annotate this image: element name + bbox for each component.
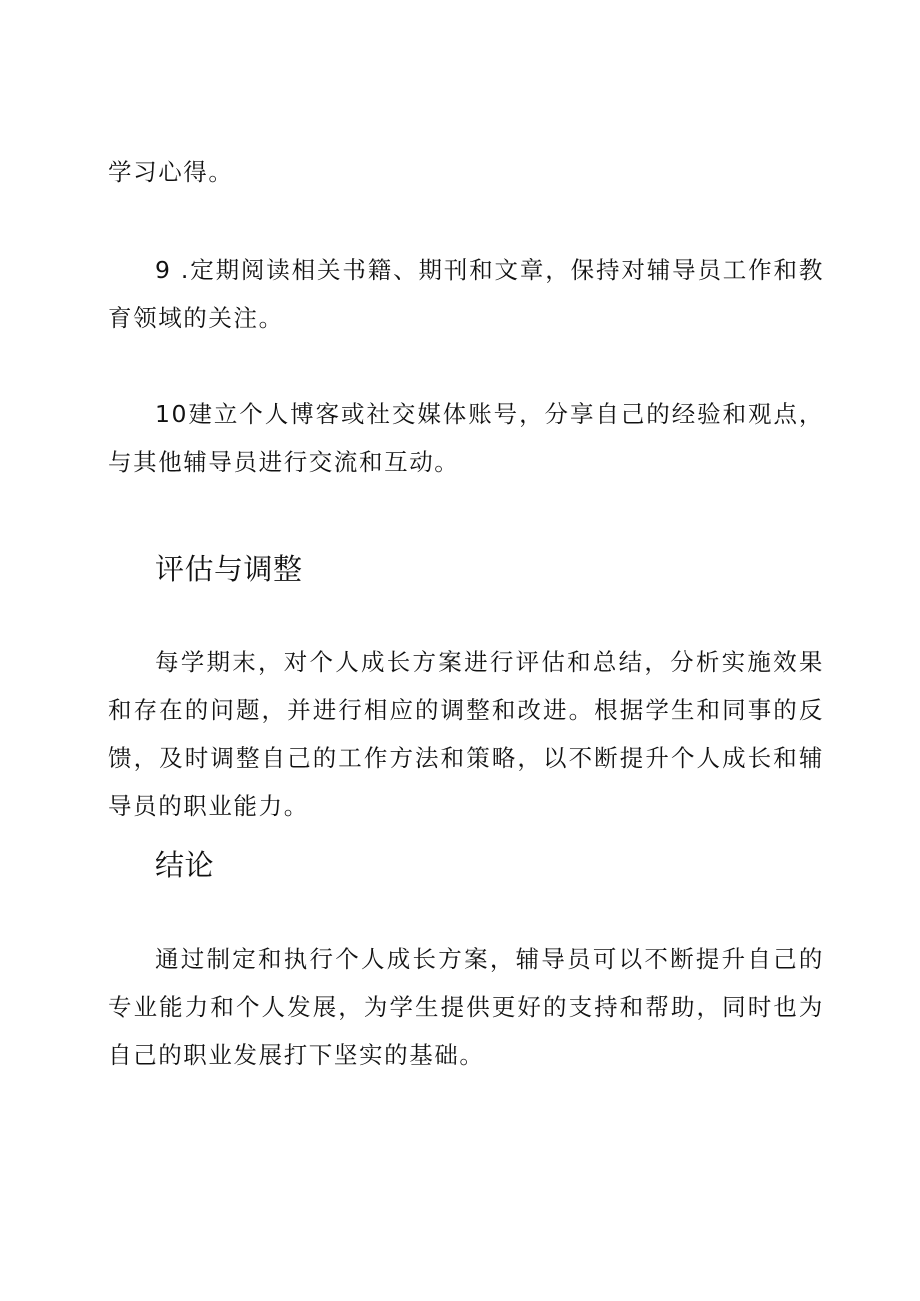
section-heading-evaluation: 评估与调整: [155, 552, 303, 586]
section-heading-conclusion: 结论: [155, 848, 215, 882]
paragraph-continuation: 学习心得。: [108, 158, 234, 186]
paragraph-conclusion: 通过制定和执行个人成长方案，辅导员可以不断提升自己的专业能力和个人发展，为学生提供更好的支持和帮助，同时也为自己的职业发展打下坚实的基础。: [108, 945, 824, 1069]
list-item-9: 9 .定期阅读相关书籍、期刊和文章，保持对辅导员工作和教育领域的关注。: [108, 256, 824, 332]
paragraph-evaluation: 每学期末，对个人成长方案进行评估和总结，分析实施效果和存在的问题，并进行相应的调整和改进。根据学生和同事的反馈，及时调整自己的工作方法和策略，以不断提升个人成长和辅导员的职业能力。: [108, 648, 824, 820]
list-item-10: 10建立个人博客或社交媒体账号，分享自己的经验和观点，与其他辅导员进行交流和互动。: [108, 400, 824, 476]
